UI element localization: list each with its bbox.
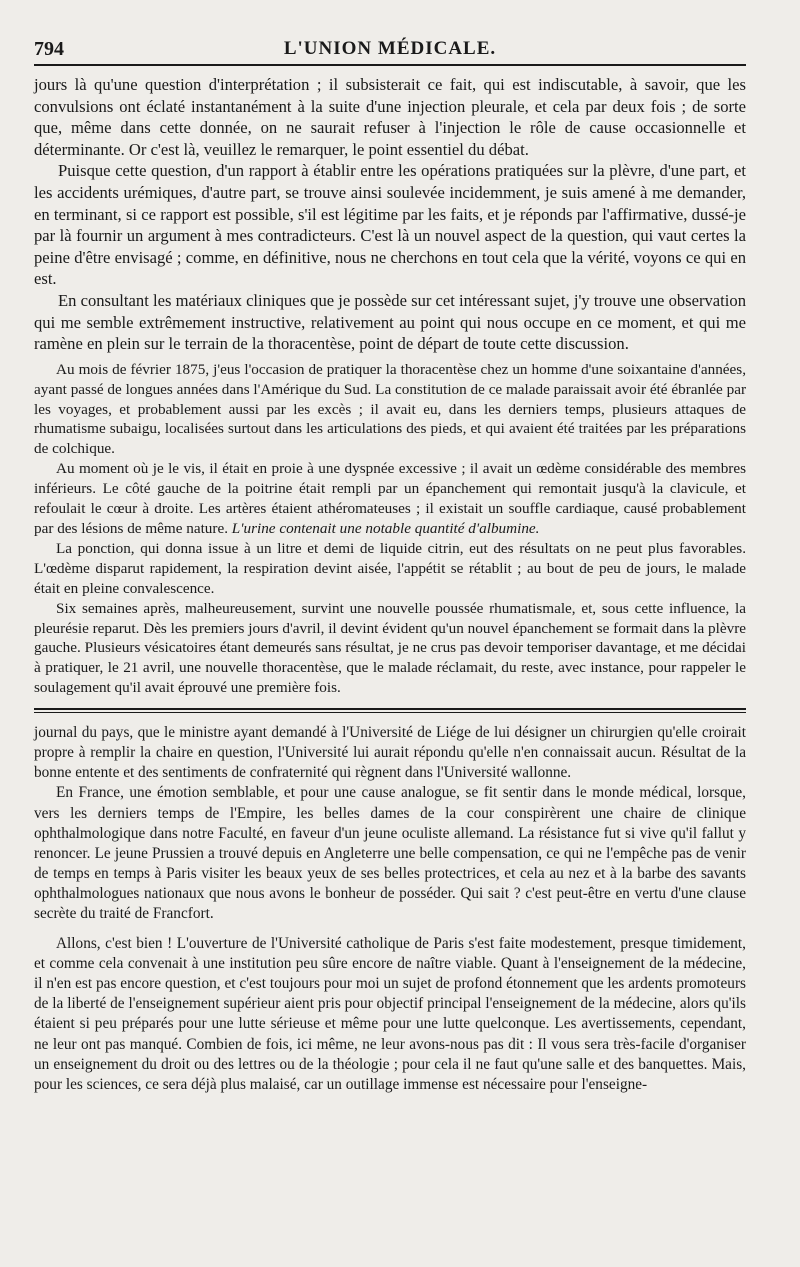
case-paragraph: Au mois de février 1875, j'eus l'occasion de pratiquer la thoracentèse chez un homme d'une soixantaine d'années, ayant passé de longues années dans l'Amérique du Sud. La constitution de ce malade paraissait avoir été ébranlée par les voyages, et probablement aussi par les excès ; il avait eu, dans les derniers temps, plusieurs attaques de rhumatisme subaigu, localisées surtout dans les articulations des pieds, et qui avaient été traitées par les préparations de colchique. bbox=[34, 360, 746, 458]
section-divider bbox=[34, 708, 746, 713]
article-body bbox=[34, 74, 746, 355]
case-paragraph: Six semaines après, malheureusement, survint une nouvelle poussée rhumatismale, et, sous cette influence, la pleurésie reparut. Dès les premiers jours d'avril, il devint évident qu'un nouvel épanchement se formait dans la plèvre gauche. Plusieurs vésicatoires étant demeurés sans résultat, je ne crus pas devoir temporiser davantage, et me décidai à pratiquer, le 21 avril, une nouvelle thoracentèse, que le malade réclamait, du reste, avec instance, pour rappeler le soulagement qu'il avait éprouvé une première fois. bbox=[34, 599, 746, 697]
feuilleton-paragraph: journal du pays, que le ministre ayant demandé à l'Université de Liége de lui désigner un chirurgien qu'elle croirait propre à remplir la chaire en question, l'Université lui aurait répondu qu'elle n'en connaissait aucun. Résultat de la bonne entente et des sentiments de confraternité qui règnent dans l'Université wallonne. bbox=[34, 724, 746, 782]
paragraph: En consultant les matériaux cliniques que je possède sur cet intéressant sujet, j'y trouve une observation qui me semble extrêmement instructive, relativement au point qui nous occupe en ce moment, et qui me ramène en plein sur le terrain de la thoracentèse, point de départ de toute cette discussion. bbox=[34, 290, 746, 354]
feuilleton-paragraph: En France, une émotion semblable, et pour une cause analogue, se fit sentir dans le monde médical, lorsque, vers les derniers temps de l'Empire, les belles dames de la cour conspirèrent une chaire de clinique ophthalmologique dans notre Faculté, en faveur d'un jeune oculiste allemand. La résistance fut si vive qu'il fallut y renoncer. Le jeune Prussien a trouvé depuis en Angleterre une belle compensation, ce qui ne l'empêche pas de venir de temps en temps à Paris visiter les beaux yeux de ses belles protectrices, et cela au nez et à la barbe des savants ophthalmologues nationaux que nous avons le bonheur de posséder. Qui sait ? c'est peut-être en vertu d'une clause secrète du traité de Francfort. bbox=[34, 784, 746, 922]
feuilleton-column bbox=[34, 723, 746, 1095]
running-title: L'UNION MÉDICALE. bbox=[283, 38, 497, 59]
case-italic-sentence: L'urine contenait une notable quantité d'albumine. bbox=[231, 519, 540, 537]
feuilleton-paragraph: Allons, c'est bien ! L'ouverture de l'Université catholique de Paris s'est faite modestement, presque timidement, et comme cela convenait à une institution peu sûre encore de naître viable. Quant à l'enseignement de la médecine, il n'en est pas encore question, et c'est toujours pour moi un sujet de profond étonnement que les ardents promoteurs de la liberté de l'enseignement supérieur aient pris pour objectif principal l'enseignement de la médecine, alors qu'ils étaient si peu préparés pour une lutte sérieuse et même pour une lutte quelconque. Les avertissements, cependant, ne leur ont pas manqué. Combien de fois, ici même, ne leur avons-nous pas dit : Il vous sera très-facile d'organiser un enseignement du droit ou des lettres ou de la théologie ; pour cela il ne faut qu'une salle et des banquettes. Mais, pour les sciences, ce sera déjà plus malaisé, car un outillage immense est nécessaire pour l'enseigne- bbox=[34, 935, 746, 1093]
paragraph: jours là qu'une question d'interprétation ; il subsisterait ce fait, qui est indiscutable, à savoir, que les convulsions ont éclaté instantanément à la suite d'une injection pleurale, et cela par deux fois ; de sorte que, même dans cette donnée, on ne saurait refuser à l'injection le rôle de cause occasionnelle et déterminante. Or c'est là, veuillez le remarquer, le point essentiel du débat. bbox=[34, 75, 746, 159]
case-paragraph bbox=[34, 459, 746, 539]
case-paragraph: La ponction, qui donna issue à un litre et demi de liquide citrin, eut des résultats on ne peut plus favorables. L'œdème disparut rapidement, la respiration devint aisée, l'appétit se rétablit ; au bout de peu de jours, le malade était en pleine convalescence. bbox=[34, 539, 746, 597]
page-header bbox=[34, 36, 746, 66]
page-number: 794 bbox=[34, 38, 64, 60]
paragraph: Puisque cette question, d'un rapport à établir entre les opérations pratiquées sur la plèvre, d'une part, et les accidents urémiques, d'autre part, se trouve ainsi soulevée incidemment, je suis amené à me demander, en terminant, si ce rapport est possible, s'il est légitime par les faits, et je réponds par l'affirmative, dussé-je par là fournir un argument à mes contradicteurs. C'est là un nouvel aspect de la question, qui vaut certes la peine d'être envisagé ; comme, en définitive, nous ne cherchons en tout cela que la vérité, voyons ce qui en est. bbox=[34, 161, 746, 289]
case-observation bbox=[34, 360, 746, 698]
case-paragraph-text: Au moment où je le vis, il était en proie à une dyspnée excessive ; il avait un œdème considérable des membres inférieurs. Le côté gauche de la poitrine était rempli par un épanchement qui remontait jusqu'à la clavicule, et refoulait le cœur à droite. Les artères étaient athéromateuses ; il existait un souffle cardiaque, causé probablement par des lésions de même nature. bbox=[34, 460, 746, 537]
